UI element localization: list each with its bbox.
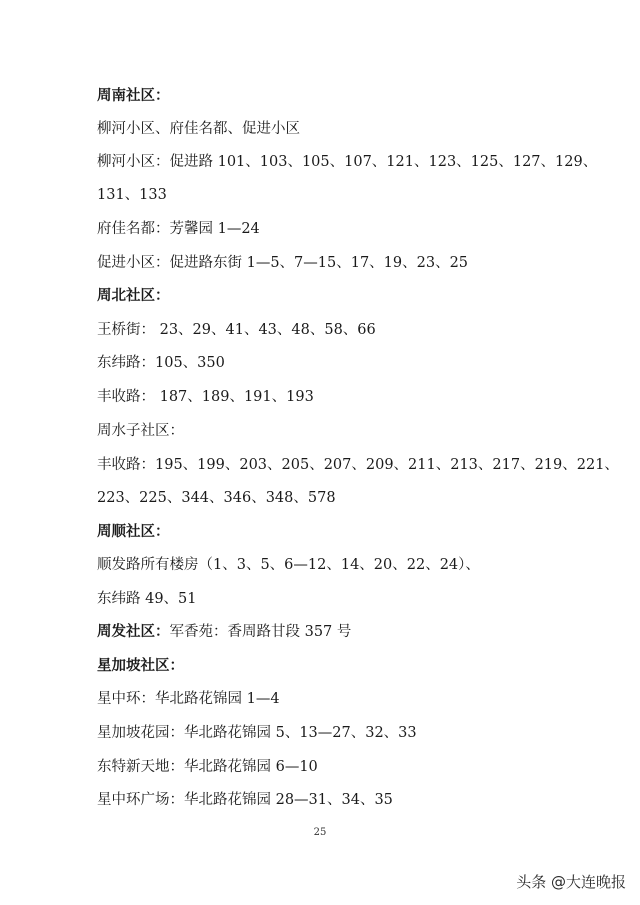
- line-text: 东特新天地：华北路花锦园 6—10: [97, 759, 318, 775]
- line-21: [97, 790, 393, 810]
- line-20: [97, 757, 318, 777]
- line-16: [97, 622, 351, 642]
- section-heading: 周北社区：: [97, 288, 170, 304]
- line-text: 丰收路： 187、189、191、193: [97, 389, 314, 405]
- line-10: [97, 421, 184, 441]
- line-11: [97, 455, 619, 475]
- page-number: 25: [313, 827, 327, 838]
- line-3: [97, 185, 167, 205]
- watermark: 头条 @大连晚报: [516, 873, 626, 891]
- line-1: [97, 119, 300, 139]
- line-text: 柳河小区、府佳名都、促进小区: [97, 121, 300, 137]
- line-8: [97, 353, 225, 373]
- line-text: 131、133: [97, 187, 167, 203]
- line-12: [97, 488, 336, 508]
- section-heading: 周南社区：: [97, 88, 170, 104]
- line-5: [97, 253, 468, 273]
- line-text: 星中环广场：华北路花锦园 28—31、34、35: [97, 792, 393, 808]
- line-18: [97, 689, 280, 709]
- line-6: [97, 286, 170, 306]
- line-4: [97, 219, 260, 239]
- line-text: 王桥街： 23、29、41、43、48、58、66: [97, 322, 376, 338]
- line-14: [97, 555, 480, 575]
- line-text: 星加坡花园：华北路花锦园 5、13—27、32、33: [97, 725, 417, 741]
- line-9: [97, 387, 314, 407]
- section-heading: 周顺社区：: [97, 524, 170, 540]
- line-text: 顺发路所有楼房（1、3、5、6—12、14、20、22、24）、: [97, 557, 480, 573]
- section-heading: 星加坡社区：: [97, 658, 184, 674]
- line-text: 223、225、344、346、348、578: [97, 490, 336, 506]
- section-heading: 周发社区：: [97, 624, 170, 640]
- line-19: [97, 723, 417, 743]
- line-text: 军香苑：香周路甘段 357 号: [169, 624, 352, 640]
- line-2: [97, 152, 597, 172]
- line-text: 周水子社区：: [97, 423, 184, 439]
- line-text: 丰收路：195、199、203、205、207、209、211、213、217、219、221、: [97, 457, 619, 473]
- line-text: 星中环：华北路花锦园 1—4: [97, 691, 280, 707]
- line-17: [97, 656, 184, 676]
- line-0: [97, 86, 170, 106]
- line-text: 柳河小区：促进路 101、103、105、107、121、123、125、127、129、: [97, 154, 598, 170]
- line-text: 东纬路：105、350: [97, 355, 225, 371]
- line-text: 促进小区：促进路东街 1—5、7—15、17、19、23、25: [97, 255, 469, 271]
- line-15: [97, 589, 197, 609]
- line-text: 东纬路 49、51: [97, 591, 197, 607]
- line-text: 府佳名都：芳馨园 1—24: [97, 221, 260, 237]
- line-13: [97, 522, 170, 542]
- line-7: [97, 320, 376, 340]
